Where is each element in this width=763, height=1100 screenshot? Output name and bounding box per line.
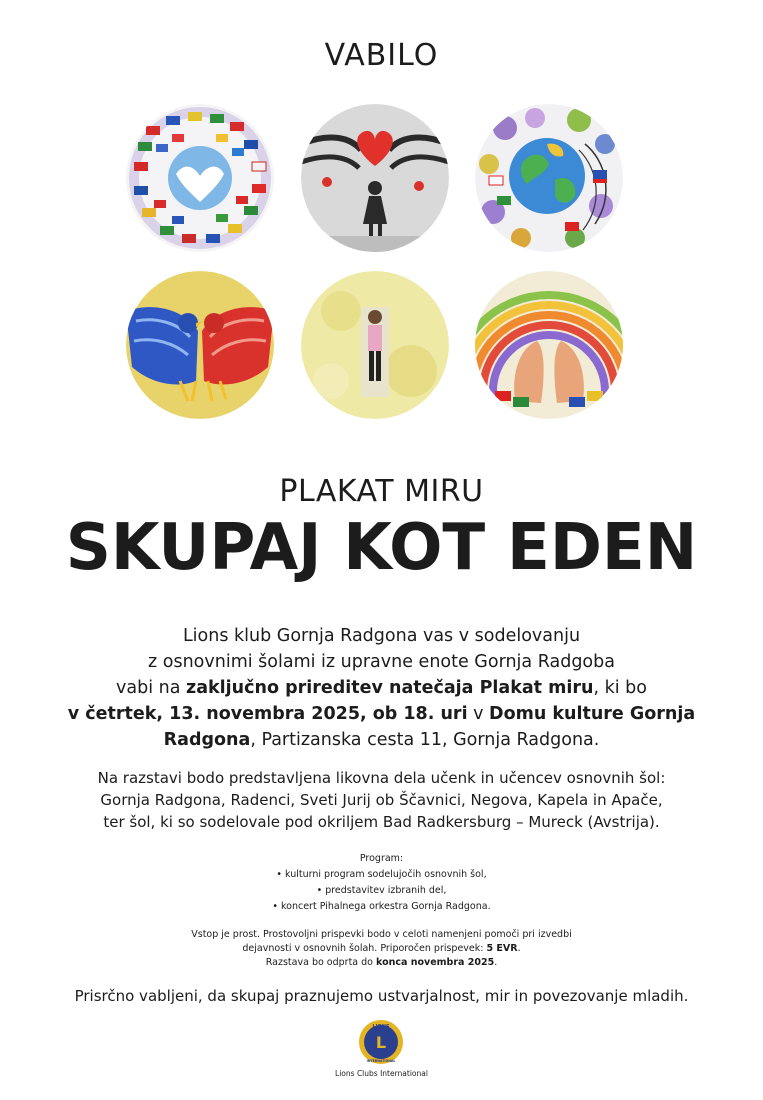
artwork-grid [126, 104, 638, 420]
intro-line: z osnovnimi šolami iz upravne enote Gornja Radgoba [148, 652, 615, 672]
event-title: SKUPAJ KOT EDEN [65, 511, 698, 585]
event-subtitle: PLAKAT MIRU [279, 474, 484, 509]
event-venue: Domu kulture Gornja [489, 704, 696, 724]
contribution-amount: 5 EVR [486, 943, 518, 954]
entry-line: Razstava bo odprta do konca novembra 2025. [265, 957, 498, 968]
event-name-bold: zaključno prireditev natečaja Plakat miru [186, 678, 594, 698]
logo-caption: Lions Clubs International [335, 1069, 428, 1078]
heart-girl-artwork [301, 104, 449, 252]
invitation-heading: VABILO [324, 38, 439, 73]
closing-text: Prisrčno vabljeni, da skupaj praznujemo ustvarjalnost, mir in povezovanje mladih. [74, 987, 689, 1005]
logo-text-bottom: INTERNATIONAL [366, 1059, 396, 1063]
event-datetime: v četrtek, 13. novembra 2025, ob 18. uri [67, 704, 468, 724]
exhibit-paragraph [30, 767, 733, 833]
entry-line: dejavnosti v osnovnih šolah. Priporočen prispevek: 5 EVR. [242, 943, 521, 954]
intro-line: Lions klub Gornja Radgona vas v sodelovanju [182, 626, 581, 646]
entry-info [0, 928, 763, 970]
event-address: , Partizanska cesta 11, Gornja Radgona. [250, 730, 600, 750]
birds-artwork [126, 271, 274, 419]
exhibit-line: Na razstavi bodo predstavljena likovna dela učenk in učencev osnovnih šol: [97, 769, 666, 787]
program-heading: Program: [359, 853, 404, 864]
exhibit-line: Gornja Radgona, Radenci, Sveti Jurij ob Ščavnici, Negova, Kapela in Apače, [100, 791, 663, 809]
exhibit-line: ter šol, ki so sodelovale pod okriljem Bad Radkersburg – Mureck (Avstrija). [103, 813, 660, 831]
rainbow-hands-artwork [475, 271, 623, 419]
entry-line: Vstop je prost. Prostovoljni prispevki bodo v celoti namenjeni pomoči pri izvedbi [191, 929, 572, 940]
program-list [0, 851, 763, 915]
intro-line: v četrtek, 13. novembra 2025, ob 18. uri v Domu kulture Gornja [67, 704, 696, 724]
exhibition-end-date: konca novembra 2025 [376, 957, 495, 968]
event-venue-cont: Radgona [163, 730, 251, 750]
earth-flags-artwork [475, 104, 623, 252]
intro-paragraph [30, 623, 733, 753]
globe-flags-dove-artwork [126, 104, 274, 252]
program-item: • predstavitev izbranih del, [316, 885, 447, 896]
logo-letter: L [375, 1033, 387, 1052]
figure-yellow-artwork [301, 271, 449, 419]
logo-text-top: LIONS [372, 1024, 390, 1030]
program-item: • kulturni program sodelujočih osnovnih šol, [276, 869, 487, 880]
program-item: • koncert Pihalnega orkestra Gornja Radgona. [272, 901, 491, 912]
intro-line: vabi na zaključno prireditev natečaja Plakat miru, ki bo [116, 678, 647, 698]
lions-club-logo-icon [351, 1018, 411, 1068]
intro-line [30, 727, 733, 753]
